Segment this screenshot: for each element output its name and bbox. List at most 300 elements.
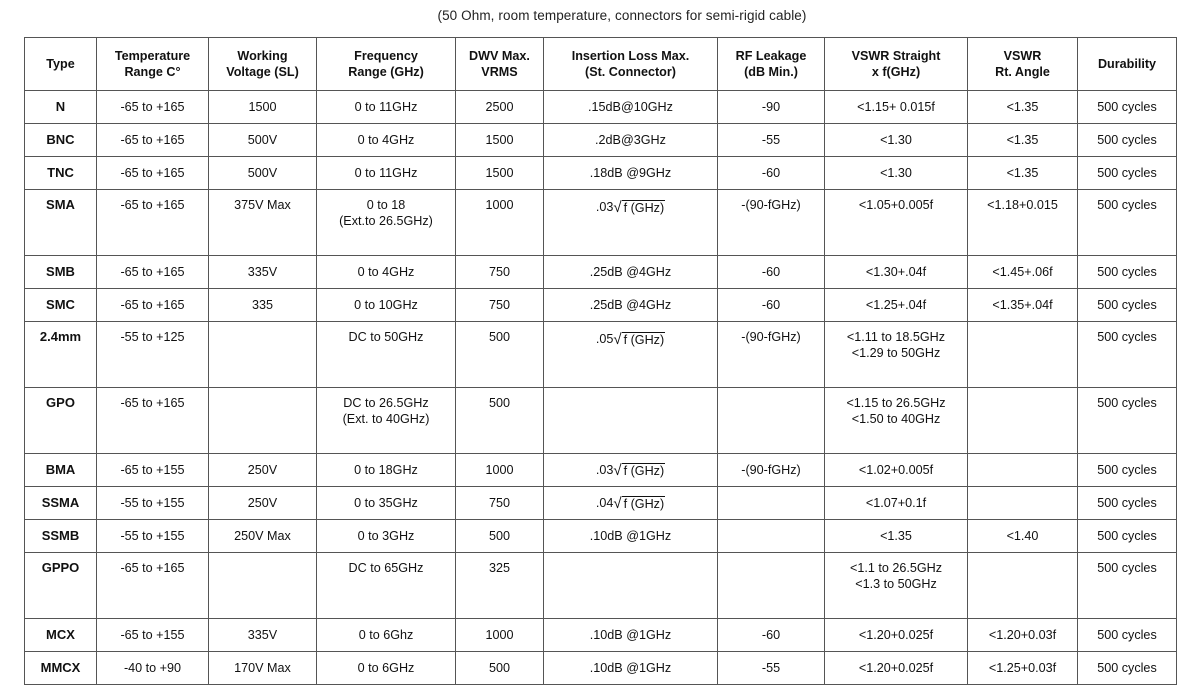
table-row (25, 256, 1177, 289)
cell-type-value: BNC (46, 131, 75, 147)
cell-durability (1078, 157, 1177, 190)
cell-working-voltage (209, 322, 317, 388)
cell-temperature (97, 190, 209, 256)
cell-working-voltage (209, 652, 317, 685)
cell-vswr-rt-angle (968, 157, 1078, 190)
cell-frequency-line2: (Ext.to 26.5GHz) (339, 214, 433, 229)
cell-dwv-value: 1000 (485, 198, 514, 212)
table-row (25, 619, 1177, 652)
cell-vswr-rt-angle-value: <1.40 (1006, 528, 1039, 543)
column-header-line2: (dB Min.) (744, 65, 798, 79)
cell-vswr-straight-line2: <1.3 to 50GHz (855, 577, 937, 592)
cell-insertion-loss-value: .10dB @1GHz (589, 627, 672, 642)
cell-rf-leakage-value: -60 (761, 627, 781, 642)
cell-insertion-loss-value: .25dB @4GHz (589, 264, 672, 279)
cell-rf-leakage (718, 322, 825, 388)
cell-dwv-max (456, 553, 544, 619)
cell-dwv-max (456, 91, 544, 124)
cell-rf-leakage-value: -60 (761, 165, 781, 180)
table-row (25, 190, 1177, 256)
column-header-8 (968, 38, 1078, 91)
cell-temperature (97, 289, 209, 322)
cell-insertion-loss-value: .10dB @1GHz (589, 528, 672, 543)
cell-temperature-value: -65 to +165 (120, 297, 185, 312)
cell-vswr-rt-angle-value: <1.45+.06f (992, 264, 1053, 279)
radical-glyph: √ (613, 462, 622, 480)
cell-rf-leakage-value: -(90-fGHz) (741, 198, 801, 212)
cell-durability-value: 500 cycles (1097, 297, 1157, 312)
cell-insertion-loss-value: .04 (595, 496, 614, 511)
cell-frequency-range (317, 124, 456, 157)
cell-insertion-loss-radicand: f (GHz) (623, 201, 665, 215)
cell-vswr-straight-line1: <1.25+.04f (865, 297, 927, 312)
cell-frequency-range (317, 553, 456, 619)
column-header-line2: x f(GHz) (871, 65, 921, 79)
cell-working-voltage-value: 170V Max (234, 660, 291, 675)
cell-durability (1078, 91, 1177, 124)
cell-vswr-straight-line1: <1.35 (880, 528, 912, 543)
cell-temperature (97, 520, 209, 553)
cell-vswr-straight (825, 256, 968, 289)
cell-temperature (97, 322, 209, 388)
cell-temperature-value: -65 to +165 (120, 132, 185, 147)
table-caption: (50 Ohm, room temperature, connectors for semi-rigid cable) (437, 8, 807, 23)
cell-vswr-straight-line1: <1.15 to 26.5GHz (846, 396, 946, 410)
cell-frequency-range (317, 289, 456, 322)
cell-insertion-loss (544, 322, 718, 388)
cell-insertion-loss-radicand: f (GHz) (623, 333, 665, 347)
cell-rf-leakage-value: -55 (761, 132, 781, 147)
cell-dwv-max (456, 322, 544, 388)
table-header (25, 38, 1177, 91)
cell-working-voltage-value: 375V Max (234, 198, 291, 212)
square-root-icon (613, 460, 665, 479)
cell-temperature (97, 652, 209, 685)
cell-temperature-value: -65 to +165 (120, 165, 185, 180)
cell-frequency-line1: DC to 26.5GHz (343, 396, 429, 410)
cell-dwv-max (456, 454, 544, 487)
cell-vswr-straight-line2: <1.50 to 40GHz (851, 412, 941, 427)
cell-rf-leakage-value: -90 (761, 99, 781, 114)
cell-durability (1078, 124, 1177, 157)
cell-rf-leakage (718, 454, 825, 487)
cell-vswr-rt-angle (968, 553, 1078, 619)
cell-dwv-max (456, 124, 544, 157)
cell-vswr-rt-angle-value: <1.35 (1006, 132, 1039, 147)
cell-durability-value: 500 cycles (1097, 660, 1157, 675)
cell-type-value: SSMB (41, 527, 80, 543)
cell-vswr-straight-line2: <1.29 to 50GHz (851, 346, 941, 361)
cell-vswr-straight (825, 487, 968, 520)
column-header-line1: VSWR (1003, 48, 1042, 63)
cell-type-value: N (55, 98, 66, 114)
table-row (25, 553, 1177, 619)
column-header-line1: Working (237, 48, 288, 63)
radical-glyph: √ (613, 331, 622, 348)
cell-vswr-straight (825, 289, 968, 322)
cell-rf-leakage (718, 256, 825, 289)
cell-vswr-rt-angle (968, 91, 1078, 124)
cell-type (25, 520, 97, 553)
cell-durability (1078, 190, 1177, 256)
cell-frequency-line1: 0 to 6GHz (357, 660, 415, 675)
cell-working-voltage (209, 619, 317, 652)
column-header-line2: Voltage (SL) (226, 65, 299, 79)
cell-insertion-loss (544, 652, 718, 685)
cell-rf-leakage (718, 553, 825, 619)
cell-vswr-rt-angle (968, 322, 1078, 388)
cell-type-value: MMCX (40, 659, 81, 675)
column-header-9 (1078, 38, 1177, 91)
cell-dwv-max (456, 652, 544, 685)
cell-frequency-line1: 0 to 4GHz (357, 264, 415, 279)
cell-dwv-value: 1000 (485, 627, 514, 642)
cell-type-value: GPPO (41, 560, 80, 575)
cell-rf-leakage (718, 487, 825, 520)
cell-durability-value: 500 cycles (1097, 165, 1157, 180)
column-header-line1: RF Leakage (735, 48, 807, 63)
cell-durability (1078, 322, 1177, 388)
cell-vswr-rt-angle (968, 190, 1078, 256)
cell-dwv-value: 1500 (485, 165, 514, 180)
cell-dwv-value: 1500 (485, 132, 514, 147)
square-root-icon (613, 197, 665, 216)
cell-working-voltage (209, 454, 317, 487)
cell-vswr-rt-angle-value: <1.25+0.03f (988, 660, 1057, 675)
cell-type (25, 256, 97, 289)
column-header-line2: (St. Connector) (585, 65, 676, 79)
column-header-line1: Insertion Loss Max. (571, 48, 690, 63)
cell-insertion-loss-value: .25dB @4GHz (589, 297, 672, 312)
cell-durability (1078, 487, 1177, 520)
table-row (25, 652, 1177, 685)
cell-rf-leakage (718, 289, 825, 322)
cell-vswr-straight-line1: <1.30 (880, 132, 912, 147)
cell-type (25, 289, 97, 322)
cell-working-voltage-value: 500V (247, 132, 278, 147)
cell-frequency-line1: 0 to 18GHz (354, 462, 418, 477)
cell-dwv-value: 1000 (485, 462, 514, 477)
cell-durability-value: 500 cycles (1097, 561, 1157, 575)
cell-working-voltage (209, 124, 317, 157)
cell-durability (1078, 256, 1177, 289)
radical-glyph: √ (613, 495, 622, 513)
cell-working-voltage-value: 1500 (248, 99, 277, 114)
cell-working-voltage-value: 335 (251, 297, 273, 312)
connector-spec-table (24, 37, 1177, 685)
column-header-line1: DWV Max. (469, 48, 530, 63)
square-root-icon (613, 329, 665, 348)
column-header-5 (544, 38, 718, 91)
cell-type (25, 619, 97, 652)
table-row (25, 388, 1177, 454)
cell-vswr-straight-line1: <1.20+0.025f (858, 660, 934, 675)
column-header-line2: Range (GHz) (348, 65, 424, 79)
cell-durability-value: 500 cycles (1097, 396, 1157, 410)
cell-dwv-value: 750 (488, 264, 510, 279)
cell-rf-leakage (718, 91, 825, 124)
cell-frequency-range (317, 520, 456, 553)
cell-insertion-loss (544, 289, 718, 322)
cell-vswr-straight-line1: <1.07+0.1f (865, 495, 927, 510)
cell-frequency-line1: 0 to 18 (366, 198, 406, 212)
cell-vswr-straight (825, 322, 968, 388)
column-header-line1: Durability (1097, 56, 1157, 71)
cell-frequency-line1: 0 to 10GHz (354, 297, 418, 312)
cell-durability-value: 500 cycles (1097, 528, 1157, 543)
cell-vswr-straight (825, 520, 968, 553)
cell-type (25, 157, 97, 190)
square-root-icon (613, 493, 665, 512)
cell-temperature-value: -40 to +90 (123, 660, 182, 675)
cell-working-voltage (209, 190, 317, 256)
cell-insertion-loss (544, 124, 718, 157)
cell-vswr-straight (825, 652, 968, 685)
cell-temperature-value: -65 to +165 (120, 561, 185, 575)
cell-rf-leakage-value: -60 (761, 297, 781, 312)
cell-temperature (97, 487, 209, 520)
cell-dwv-value: 750 (488, 297, 510, 312)
cell-temperature (97, 388, 209, 454)
cell-rf-leakage (718, 388, 825, 454)
cell-frequency-line1: 0 to 35GHz (354, 495, 418, 510)
table-row (25, 124, 1177, 157)
cell-type (25, 487, 97, 520)
cell-working-voltage-value: 250V (247, 495, 278, 510)
cell-vswr-straight (825, 454, 968, 487)
cell-durability (1078, 454, 1177, 487)
cell-type-value: MCX (46, 626, 75, 642)
cell-frequency-line1: 0 to 4GHz (357, 132, 415, 147)
cell-frequency-range (317, 487, 456, 520)
cell-temperature (97, 619, 209, 652)
cell-dwv-max (456, 487, 544, 520)
cell-insertion-loss-value: .05 (595, 332, 614, 346)
cell-type (25, 190, 97, 256)
cell-insertion-loss (544, 619, 718, 652)
column-header-6 (718, 38, 825, 91)
cell-dwv-value: 500 (488, 396, 510, 410)
cell-durability-value: 500 cycles (1097, 462, 1157, 477)
cell-vswr-rt-angle (968, 289, 1078, 322)
cell-frequency-range (317, 652, 456, 685)
table-row (25, 520, 1177, 553)
cell-durability (1078, 520, 1177, 553)
table-row (25, 91, 1177, 124)
cell-working-voltage-value: 250V Max (234, 528, 291, 543)
cell-dwv-value: 325 (488, 561, 510, 575)
cell-frequency-range (317, 256, 456, 289)
cell-frequency-range (317, 454, 456, 487)
cell-working-voltage-value: 335V (247, 627, 278, 642)
column-header-line1: VSWR Straight (851, 48, 941, 63)
cell-dwv-max (456, 520, 544, 553)
cell-dwv-max (456, 388, 544, 454)
cell-durability-value: 500 cycles (1097, 198, 1157, 212)
cell-temperature-value: -55 to +155 (120, 528, 185, 543)
cell-rf-leakage-value: -55 (761, 660, 781, 675)
cell-durability-value: 500 cycles (1097, 627, 1157, 642)
cell-insertion-loss (544, 553, 718, 619)
cell-rf-leakage (718, 157, 825, 190)
cell-vswr-straight (825, 553, 968, 619)
cell-temperature-value: -55 to +155 (120, 495, 185, 510)
cell-dwv-value: 500 (488, 330, 510, 344)
cell-working-voltage (209, 487, 317, 520)
cell-type (25, 652, 97, 685)
cell-temperature-value: -65 to +165 (120, 99, 185, 114)
cell-temperature-value: -55 to +125 (120, 330, 185, 344)
cell-durability-value: 500 cycles (1097, 99, 1157, 114)
column-header-7 (825, 38, 968, 91)
cell-insertion-loss (544, 157, 718, 190)
cell-frequency-range (317, 190, 456, 256)
cell-vswr-rt-angle (968, 652, 1078, 685)
cell-temperature (97, 256, 209, 289)
table-row (25, 322, 1177, 388)
cell-frequency-line1: DC to 50GHz (348, 330, 424, 344)
cell-durability (1078, 553, 1177, 619)
column-header-2 (209, 38, 317, 91)
column-header-4 (456, 38, 544, 91)
cell-vswr-straight-line1: <1.30 (880, 165, 912, 180)
cell-insertion-loss-value: .18dB @9GHz (589, 165, 672, 180)
cell-type-value: SMB (46, 263, 75, 279)
cell-vswr-rt-angle (968, 388, 1078, 454)
column-header-line1: Temperature (114, 48, 191, 63)
cell-working-voltage (209, 553, 317, 619)
cell-durability-value: 500 cycles (1097, 495, 1157, 510)
cell-type (25, 454, 97, 487)
cell-rf-leakage-value: -(90-fGHz) (741, 462, 801, 477)
cell-dwv-max (456, 157, 544, 190)
cell-insertion-loss-value: .10dB @1GHz (589, 660, 672, 675)
cell-durability (1078, 619, 1177, 652)
cell-vswr-rt-angle (968, 619, 1078, 652)
cell-dwv-max (456, 256, 544, 289)
cell-insertion-loss (544, 520, 718, 553)
cell-vswr-rt-angle (968, 124, 1078, 157)
cell-insertion-loss (544, 190, 718, 256)
cell-frequency-range (317, 619, 456, 652)
cell-insertion-loss (544, 487, 718, 520)
cell-frequency-line2: (Ext. to 40GHz) (342, 412, 430, 427)
column-header-0 (25, 38, 97, 91)
cell-vswr-straight-line1: <1.15+ 0.015f (857, 99, 935, 114)
cell-working-voltage (209, 256, 317, 289)
cell-durability (1078, 289, 1177, 322)
cell-insertion-loss-value: .03 (595, 463, 614, 478)
cell-insertion-loss (544, 388, 718, 454)
cell-durability (1078, 388, 1177, 454)
cell-working-voltage-value: 250V (247, 462, 278, 477)
column-header-1 (97, 38, 209, 91)
cell-type-value: TNC (47, 164, 74, 180)
cell-frequency-line1: 0 to 11GHz (354, 99, 418, 114)
table-row (25, 454, 1177, 487)
cell-frequency-range (317, 157, 456, 190)
cell-dwv-value: 500 (488, 660, 510, 675)
cell-type (25, 322, 97, 388)
cell-frequency-range (317, 322, 456, 388)
cell-insertion-loss (544, 256, 718, 289)
cell-frequency-line1: 0 to 6Ghz (358, 627, 414, 642)
cell-rf-leakage (718, 190, 825, 256)
table-body (25, 91, 1177, 685)
cell-type (25, 388, 97, 454)
cell-working-voltage-value: 500V (247, 165, 278, 180)
cell-dwv-value: 2500 (485, 99, 514, 114)
cell-type-value: GPO (46, 395, 75, 410)
cell-dwv-max (456, 190, 544, 256)
cell-insertion-loss (544, 454, 718, 487)
cell-temperature (97, 91, 209, 124)
cell-vswr-straight-line1: <1.1 to 26.5GHz (849, 561, 943, 575)
cell-temperature-value: -65 to +165 (120, 264, 185, 279)
column-header-line1: Frequency (354, 48, 418, 63)
cell-vswr-straight (825, 619, 968, 652)
cell-vswr-straight-line1: <1.02+0.005f (858, 462, 934, 477)
cell-vswr-straight (825, 124, 968, 157)
cell-temperature-value: -65 to +155 (120, 462, 185, 477)
cell-type-value: SMC (46, 296, 75, 312)
cell-vswr-rt-angle (968, 520, 1078, 553)
table-row (25, 487, 1177, 520)
cell-frequency-line1: 0 to 11GHz (354, 165, 418, 180)
cell-vswr-straight-line1: <1.11 to 18.5GHz (846, 330, 946, 344)
cell-durability (1078, 652, 1177, 685)
cell-type (25, 91, 97, 124)
cell-frequency-line1: DC to 65GHz (348, 561, 424, 575)
cell-vswr-straight (825, 157, 968, 190)
cell-working-voltage-value: 335V (247, 264, 278, 279)
cell-working-voltage (209, 289, 317, 322)
cell-type-value: BMA (45, 461, 76, 477)
cell-temperature-value: -65 to +165 (120, 396, 185, 410)
cell-vswr-straight (825, 91, 968, 124)
cell-vswr-straight (825, 388, 968, 454)
radical-glyph: √ (613, 199, 622, 216)
cell-temperature-value: -65 to +155 (120, 627, 185, 642)
cell-vswr-rt-angle-value: <1.35+.04f (992, 297, 1053, 312)
cell-vswr-rt-angle-value: <1.35 (1006, 165, 1039, 180)
cell-type (25, 553, 97, 619)
cell-dwv-max (456, 289, 544, 322)
cell-rf-leakage (718, 619, 825, 652)
table-row (25, 289, 1177, 322)
cell-rf-leakage (718, 520, 825, 553)
cell-working-voltage (209, 157, 317, 190)
cell-temperature (97, 124, 209, 157)
cell-temperature (97, 157, 209, 190)
cell-vswr-straight (825, 190, 968, 256)
cell-vswr-rt-angle (968, 256, 1078, 289)
column-header-line2: Rt. Angle (995, 65, 1050, 79)
cell-insertion-loss (544, 91, 718, 124)
cell-insertion-loss-value: .2dB@3GHz (595, 132, 666, 147)
cell-insertion-loss-radicand: f (GHz) (623, 464, 665, 479)
cell-type-value: SMA (46, 197, 75, 212)
cell-frequency-line1: 0 to 3GHz (357, 528, 415, 543)
cell-vswr-rt-angle-value: <1.20+0.03f (988, 627, 1057, 642)
cell-insertion-loss-value: .15dB@10GHz (588, 99, 673, 114)
cell-temperature (97, 553, 209, 619)
cell-temperature (97, 454, 209, 487)
cell-frequency-range (317, 388, 456, 454)
cell-durability-value: 500 cycles (1097, 330, 1157, 344)
cell-rf-leakage-value: -60 (761, 264, 781, 279)
cell-working-voltage (209, 91, 317, 124)
